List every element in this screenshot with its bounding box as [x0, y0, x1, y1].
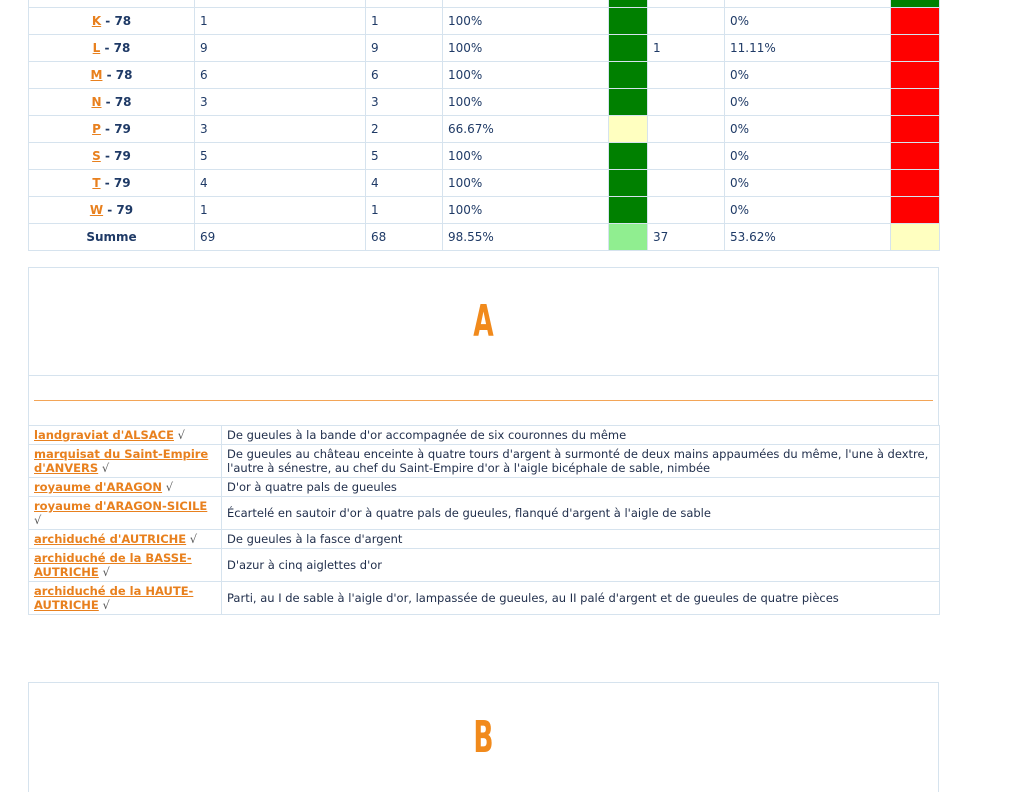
blazon-text: Parti, au I de sable à l'aigle d'or, lampassée de gueules, au II palé d'argent et de gueules de quatre pièces	[222, 582, 940, 615]
status-swatch	[609, 89, 648, 116]
entry-name-link[interactable]: archiduché d'AUTRICHE	[34, 532, 187, 546]
checkmark-icon: √	[101, 461, 110, 475]
status-swatch	[609, 143, 648, 170]
entry-name-cell	[29, 426, 222, 445]
total-cell: 1	[195, 8, 366, 35]
status-swatch	[891, 224, 940, 251]
secondary-count-cell	[648, 143, 725, 170]
secondary-count-cell: 1	[648, 35, 725, 62]
secondary-count-cell	[648, 89, 725, 116]
secondary-percent-cell: 0%	[725, 89, 891, 116]
entry-name-link[interactable]: archiduché de la HAUTE-AUTRICHE	[34, 584, 194, 612]
status-swatch	[609, 116, 648, 143]
row-year: - 78	[101, 95, 132, 109]
count-cell: 68	[366, 224, 443, 251]
percent-cell: 100%	[443, 35, 609, 62]
status-swatch	[609, 224, 648, 251]
row-year: - 79	[100, 149, 131, 163]
section-b-header	[28, 682, 939, 792]
table-row	[29, 116, 940, 143]
row-year: - 79	[100, 176, 131, 190]
letter-link[interactable]: M	[90, 68, 103, 82]
row-label	[29, 89, 195, 116]
row-label	[29, 8, 195, 35]
row-year: - 78	[100, 41, 131, 55]
total-cell: 3	[195, 116, 366, 143]
secondary-percent-cell: 0%	[725, 62, 891, 89]
status-swatch	[891, 143, 940, 170]
secondary-count-cell: 37	[648, 224, 725, 251]
checkmark-icon: √	[102, 565, 110, 579]
row-year: - 78	[102, 68, 133, 82]
entry-name-cell	[29, 549, 222, 582]
entry-name-link[interactable]: marquisat du Saint-Empire d'ANVERS	[34, 447, 209, 475]
row-year: - 79	[103, 203, 134, 217]
blazon-text: De gueules à la bande d'or accompagnée de six couronnes du même	[222, 426, 940, 445]
section-divider	[34, 400, 933, 401]
percent-cell: 100%	[443, 62, 609, 89]
total-cell: 4	[195, 170, 366, 197]
section-letter-b: B	[473, 712, 494, 763]
count-cell: 9	[366, 35, 443, 62]
letter-link[interactable]: P	[92, 122, 101, 136]
entry-name-cell	[29, 582, 222, 615]
letter-link[interactable]: L	[92, 41, 101, 55]
checkmark-icon: √	[34, 513, 42, 527]
status-swatch	[891, 62, 940, 89]
count-cell	[366, 0, 443, 8]
row-year: - 78	[101, 14, 132, 28]
table-row	[29, 8, 940, 35]
row-label	[29, 197, 195, 224]
secondary-percent-cell: 0%	[725, 8, 891, 35]
letter-link[interactable]: N	[91, 95, 102, 109]
status-swatch	[891, 116, 940, 143]
total-cell: 5	[195, 143, 366, 170]
percent-cell	[443, 0, 609, 8]
row-label	[29, 35, 195, 62]
list-item	[29, 478, 940, 497]
status-swatch	[891, 35, 940, 62]
checkmark-icon: √	[102, 598, 110, 612]
letter-link[interactable]: S	[92, 149, 101, 163]
table-row	[29, 143, 940, 170]
secondary-percent-cell	[725, 0, 891, 8]
count-cell: 1	[366, 8, 443, 35]
blazon-text: D'azur à cinq aiglettes d'or	[222, 549, 940, 582]
percent-cell: 66.67%	[443, 116, 609, 143]
blazon-text: De gueules à la fasce d'argent	[222, 530, 940, 549]
entries-body	[29, 426, 940, 615]
stats-table	[28, 0, 940, 251]
entry-name-cell	[29, 530, 222, 549]
row-label	[29, 116, 195, 143]
total-cell: 6	[195, 62, 366, 89]
status-swatch	[609, 170, 648, 197]
status-swatch	[891, 197, 940, 224]
status-swatch	[609, 35, 648, 62]
status-swatch	[609, 197, 648, 224]
count-cell: 4	[366, 170, 443, 197]
blazon-text: Écartelé en sautoir d'or à quatre pals de gueules, flanqué d'argent à l'aigle de sable	[222, 497, 940, 530]
count-cell: 3	[366, 89, 443, 116]
status-swatch	[891, 89, 940, 116]
table-row	[29, 89, 940, 116]
total-cell: 69	[195, 224, 366, 251]
percent-cell: 100%	[443, 8, 609, 35]
stats-body	[29, 0, 940, 251]
total-cell: 3	[195, 89, 366, 116]
list-item	[29, 445, 940, 478]
total-cell	[195, 0, 366, 8]
status-swatch	[891, 0, 940, 8]
status-swatch	[891, 170, 940, 197]
table-row	[29, 62, 940, 89]
row-year: - 79	[100, 122, 131, 136]
secondary-count-cell	[648, 116, 725, 143]
table-row	[29, 170, 940, 197]
letter-link[interactable]: K	[91, 14, 102, 28]
percent-cell: 98.55%	[443, 224, 609, 251]
letter-link[interactable]: W	[89, 203, 104, 217]
total-cell: 1	[195, 197, 366, 224]
status-swatch	[609, 0, 648, 8]
secondary-count-cell	[648, 170, 725, 197]
count-cell: 6	[366, 62, 443, 89]
status-swatch	[609, 62, 648, 89]
entry-name-cell	[29, 497, 222, 530]
entry-name-link[interactable]: royaume d'ARAGON	[34, 480, 163, 494]
status-swatch	[891, 8, 940, 35]
entry-name-link[interactable]: royaume d'ARAGON-SICILE	[34, 499, 208, 513]
percent-cell: 100%	[443, 170, 609, 197]
checkmark-icon: √	[177, 428, 185, 442]
secondary-percent-cell: 0%	[725, 170, 891, 197]
count-cell: 1	[366, 197, 443, 224]
table-row	[29, 0, 940, 8]
status-swatch	[609, 8, 648, 35]
row-label	[29, 143, 195, 170]
entry-name-cell	[29, 445, 222, 478]
entry-name-link[interactable]: landgraviat d'ALSACE	[34, 428, 174, 442]
checkmark-icon: √	[165, 480, 174, 494]
section-a-header	[28, 267, 939, 375]
letter-link[interactable]: T	[92, 176, 101, 190]
table-row	[29, 35, 940, 62]
secondary-count-cell	[648, 62, 725, 89]
summary-label: Summe	[29, 224, 195, 251]
secondary-count-cell	[648, 8, 725, 35]
count-cell: 2	[366, 116, 443, 143]
percent-cell: 100%	[443, 197, 609, 224]
secondary-count-cell	[648, 0, 725, 8]
blazon-text: D'or à quatre pals de gueules	[222, 478, 940, 497]
checkmark-icon: √	[189, 532, 198, 546]
entries-table-a	[28, 425, 940, 615]
list-item	[29, 549, 940, 582]
blazon-text: De gueules au château enceinte à quatre tours d'argent à surmonté de deux mains appaumées du même, l'une à dextre, l'autre à sénestre, au chef du Saint-Empire d'or à l'aigle bicéphale de sable, nimbée	[222, 445, 940, 478]
percent-cell: 100%	[443, 89, 609, 116]
table-row	[29, 197, 940, 224]
secondary-percent-cell: 0%	[725, 116, 891, 143]
list-item	[29, 497, 940, 530]
entry-name-link[interactable]: archiduché de la BASSE-AUTRICHE	[34, 551, 192, 579]
row-label	[29, 62, 195, 89]
list-item	[29, 530, 940, 549]
secondary-percent-cell: 0%	[725, 143, 891, 170]
total-cell: 9	[195, 35, 366, 62]
summary-row	[29, 224, 940, 251]
list-item	[29, 426, 940, 445]
count-cell: 5	[366, 143, 443, 170]
row-label	[29, 170, 195, 197]
entry-name-cell	[29, 478, 222, 497]
section-a-separator-box	[28, 375, 939, 425]
secondary-percent-cell: 11.11%	[725, 35, 891, 62]
secondary-percent-cell: 0%	[725, 197, 891, 224]
percent-cell: 100%	[443, 143, 609, 170]
secondary-percent-cell: 53.62%	[725, 224, 891, 251]
secondary-count-cell	[648, 197, 725, 224]
row-label	[29, 0, 195, 8]
section-letter-a: A	[473, 296, 494, 347]
list-item	[29, 582, 940, 615]
